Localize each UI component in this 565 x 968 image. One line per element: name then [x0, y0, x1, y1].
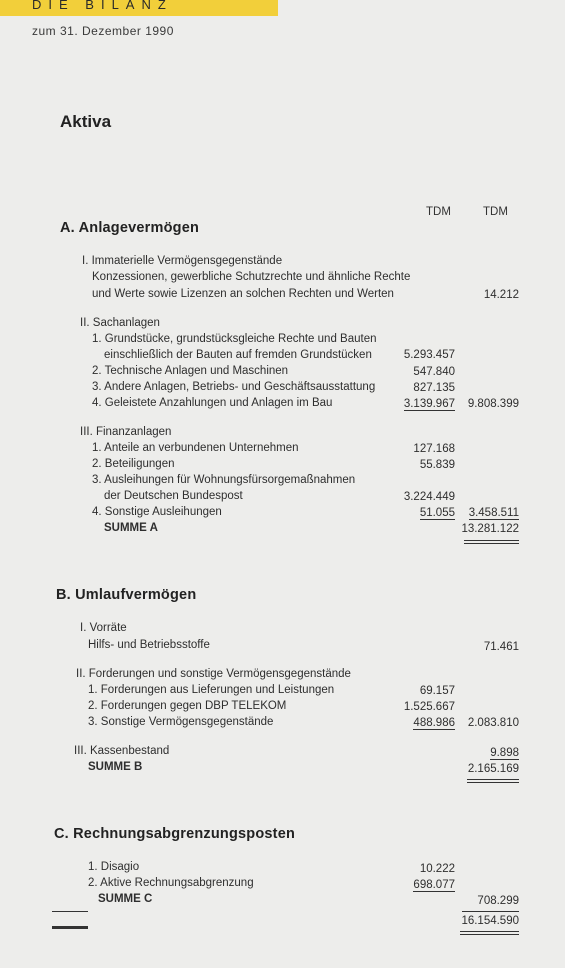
section-b-title: B. Umlaufvermögen [56, 587, 197, 603]
c-1: 1. Disagio [88, 861, 140, 873]
sum-b-label: SUMME B [88, 761, 143, 773]
section-c-title: C. Rechnungsabgrenzungsposten [54, 826, 296, 842]
sum-b-value: 2.165.169 [467, 763, 519, 775]
a-iii-3-value: 3.224.449 [403, 491, 455, 503]
a-ii-total: 9.808.399 [467, 398, 519, 410]
grand-total-double-rule-2 [460, 934, 519, 935]
page-title: DIE BILANZ [32, 0, 173, 12]
a-ii-1b: einschließlich der Bauten auf fremden Grundstücken [104, 349, 372, 361]
a-iii-1: 1. Anteile an verbundenen Unternehmen [92, 442, 299, 454]
b-i-title: I. Vorräte [80, 622, 127, 634]
sum-c-value: 708.299 [477, 895, 519, 907]
column-header-1: TDM [426, 206, 451, 218]
a-iii-1-value: 127.168 [413, 443, 455, 455]
a-ii-1-value: 5.293.457 [403, 349, 455, 361]
b-ii-3: 3. Sonstige Vermögensgegenstände [88, 716, 274, 728]
sum-c-rule [462, 911, 519, 912]
section-heading-aktiva: Aktiva [60, 112, 112, 131]
b-iii-title: III. Kassenbestand [74, 745, 170, 757]
sum-a-double-rule-2 [464, 543, 519, 544]
a-ii-4-value: 3.139.967 [403, 398, 455, 410]
sum-b-double-rule-2 [467, 782, 519, 783]
sum-a-double-rule-1 [464, 540, 519, 541]
sum-a-label: SUMME A [104, 522, 158, 534]
c-1-value: 10.222 [419, 863, 455, 875]
b-i-total: 71.461 [483, 641, 519, 653]
sum-b-double-rule-1 [467, 779, 519, 780]
a-ii-3-value: 827.135 [413, 382, 455, 394]
a-iii-4: 4. Sonstige Ausleihungen [92, 506, 222, 518]
a-i-line2: und Werte sowie Lizenzen an solchen Rechten und Werten [92, 288, 394, 300]
a-ii-2: 2. Technische Anlagen und Maschinen [92, 365, 289, 377]
a-i-total: 14.212 [483, 289, 519, 301]
b-ii-2: 2. Forderungen gegen DBP TELEKOM [88, 700, 287, 712]
b-ii-title: II. Forderungen und sonstige Vermögensgegenstände [76, 668, 351, 680]
b-iii-total: 9.898 [490, 747, 519, 759]
a-ii-3: 3. Andere Anlagen, Betriebs- und Geschäftsausstattung [92, 381, 376, 393]
b-ii-3-value: 488.986 [413, 717, 455, 729]
sum-c-label: SUMME C [98, 893, 153, 905]
grand-total-value: 16.154.590 [461, 915, 519, 927]
column-header-2: TDM [483, 206, 508, 218]
grand-total-double-rule-1 [460, 931, 519, 932]
page-subtitle-date: zum 31. Dezember 1990 [32, 24, 174, 38]
a-iii-2: 2. Beteiligungen [92, 458, 175, 470]
sum-a-value: 13.281.122 [461, 523, 519, 535]
a-iii-2-value: 55.839 [419, 459, 455, 471]
a-ii-4: 4. Geleistete Anzahlungen und Anlagen im Bau [92, 397, 333, 409]
b-ii-total: 2.083.810 [467, 717, 519, 729]
b-ii-2-value: 1.525.667 [403, 701, 455, 713]
a-i-title: I. Immaterielle Vermögensgegenstände [82, 255, 283, 267]
a-iii-title: III. Finanzanlagen [80, 426, 172, 438]
footer-decor-thin-line [52, 911, 88, 912]
a-ii-1a: 1. Grundstücke, grundstücksgleiche Rechte und Bauten [92, 333, 377, 345]
a-iii-total: 3.458.511 [468, 507, 519, 519]
c-2: 2. Aktive Rechnungsabgrenzung [88, 877, 254, 889]
b-ii-1-value: 69.157 [419, 685, 455, 697]
a-iii-3a: 3. Ausleihungen für Wohnungsfürsorgemaßnahmen [92, 474, 356, 486]
footer-decor-thick-line [52, 926, 88, 929]
b-ii-1: 1. Forderungen aus Lieferungen und Leistungen [88, 684, 335, 696]
a-i-line1: Konzessionen, gewerbliche Schutzrechte und ähnliche Rechte [92, 271, 411, 283]
a-iii-4-value: 51.055 [419, 507, 455, 519]
a-ii-title: II. Sachanlagen [80, 317, 160, 329]
a-ii-2-value: 547.840 [413, 366, 455, 378]
a-iii-3b: der Deutschen Bundespost [104, 490, 243, 502]
c-2-value: 698.077 [413, 879, 455, 891]
b-i-line: Hilfs- und Betriebsstoffe [88, 639, 210, 651]
section-a-title: A. Anlagevermögen [60, 220, 200, 236]
